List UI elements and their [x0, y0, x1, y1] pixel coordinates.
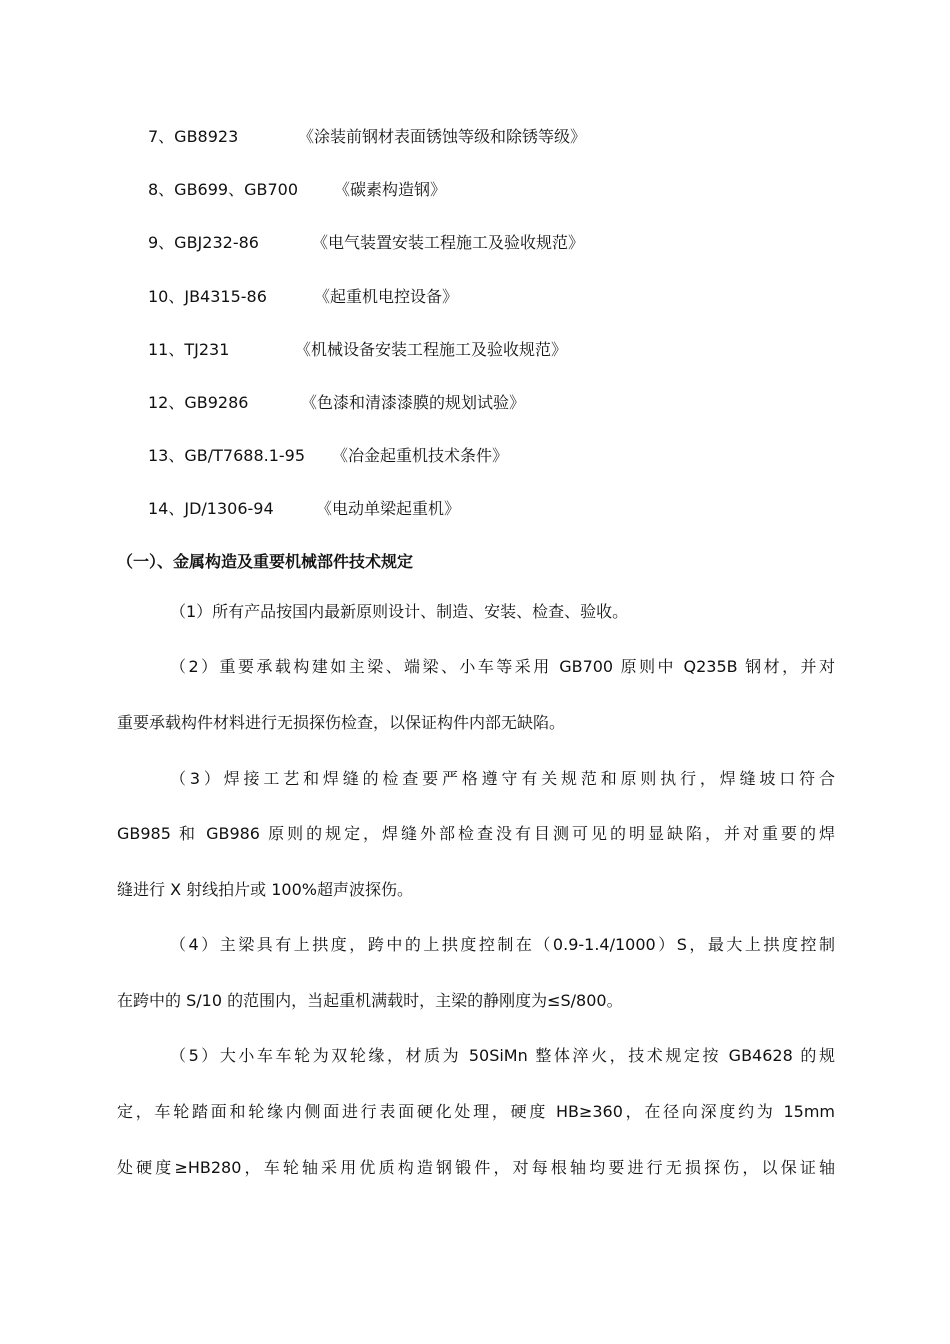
section-heading: （一）、金属构造及重要机械部件技术规定 — [117, 552, 414, 571]
paragraph-line: 处硬度≥HB280，车轮轴采用优质构造钢锻件，对每根轴均要进行无损探伤，以保证轴 — [117, 1158, 835, 1177]
standard-code: 13、GB/T7688.1-95 — [148, 446, 306, 465]
standard-title: 《色漆和清漆漆膜的规划试验》 — [301, 393, 526, 412]
standard-item-8 — [148, 180, 447, 200]
standard-title: 《机械设备安装工程施工及验收规范》 — [295, 340, 568, 359]
standard-code: 8、GB699、GB700 — [148, 180, 299, 199]
standard-code: 14、JD/1306-94 — [148, 499, 274, 518]
standard-title: 《涂装前钢材表面锈蚀等级和除锈等级》 — [298, 127, 587, 146]
paragraph-line: GB985 和 GB986 原则的规定，焊缝外部检查没有目测可见的明显缺陷，并对重要的焊 — [117, 824, 835, 843]
paragraph-line: （3）焊接工艺和焊缝的检查要严格遵守有关规范和原则执行，焊缝坡口符合 — [170, 769, 835, 788]
standard-code: 7、GB8923 — [148, 127, 239, 146]
standard-code: 9、GBJ232-86 — [148, 233, 259, 252]
standard-item-13 — [148, 446, 509, 466]
paragraph-line: 重要承载构件材料进行无损探伤检查，以保证构件内部无缺陷。 — [117, 713, 566, 732]
paragraph-line: （1）所有产品按国内最新原则设计、制造、安装、检查、验收。 — [170, 602, 629, 621]
standard-title: 《碳素构造钢》 — [334, 180, 447, 199]
standard-code: 11、TJ231 — [148, 340, 230, 359]
standard-item-12 — [148, 393, 526, 413]
standard-title: 《电气装置安装工程施工及验收规范》 — [312, 233, 585, 252]
standard-item-14 — [148, 499, 461, 519]
standard-item-10 — [148, 287, 459, 307]
standard-title: 《电动单梁起重机》 — [316, 499, 461, 518]
standard-item-11 — [148, 340, 568, 360]
standard-title: 《起重机电控设备》 — [314, 287, 459, 306]
paragraph-line: 在跨中的 S/10 的范围内，当起重机满载时，主梁的静刚度为≤S/800。 — [117, 991, 623, 1010]
standard-code: 10、JB4315-86 — [148, 287, 267, 306]
paragraph-line: （2）重要承载构建如主梁、端梁、小车等采用 GB700 原则中 Q235B 钢材，并对 — [170, 657, 835, 676]
paragraph-line: 定，车轮踏面和轮缘内侧面进行表面硬化处理，硬度 HB≥360，在径向深度约为 15mm — [117, 1102, 835, 1121]
paragraph-line: （5）大小车车轮为双轮缘，材质为 50SiMn 整体淬火，技术规定按 GB4628 的规 — [170, 1046, 835, 1065]
standard-item-9 — [148, 233, 585, 253]
standard-title: 《冶金起重机技术条件》 — [332, 446, 509, 465]
standard-item-7 — [148, 127, 587, 147]
standard-code: 12、GB9286 — [148, 393, 249, 412]
paragraph-line: （4）主梁具有上拱度，跨中的上拱度控制在（0.9-1.4/1000）S，最大上拱度控制 — [170, 935, 835, 954]
paragraph-line: 缝进行 X 射线拍片或 100%超声波探伤。 — [117, 880, 413, 899]
